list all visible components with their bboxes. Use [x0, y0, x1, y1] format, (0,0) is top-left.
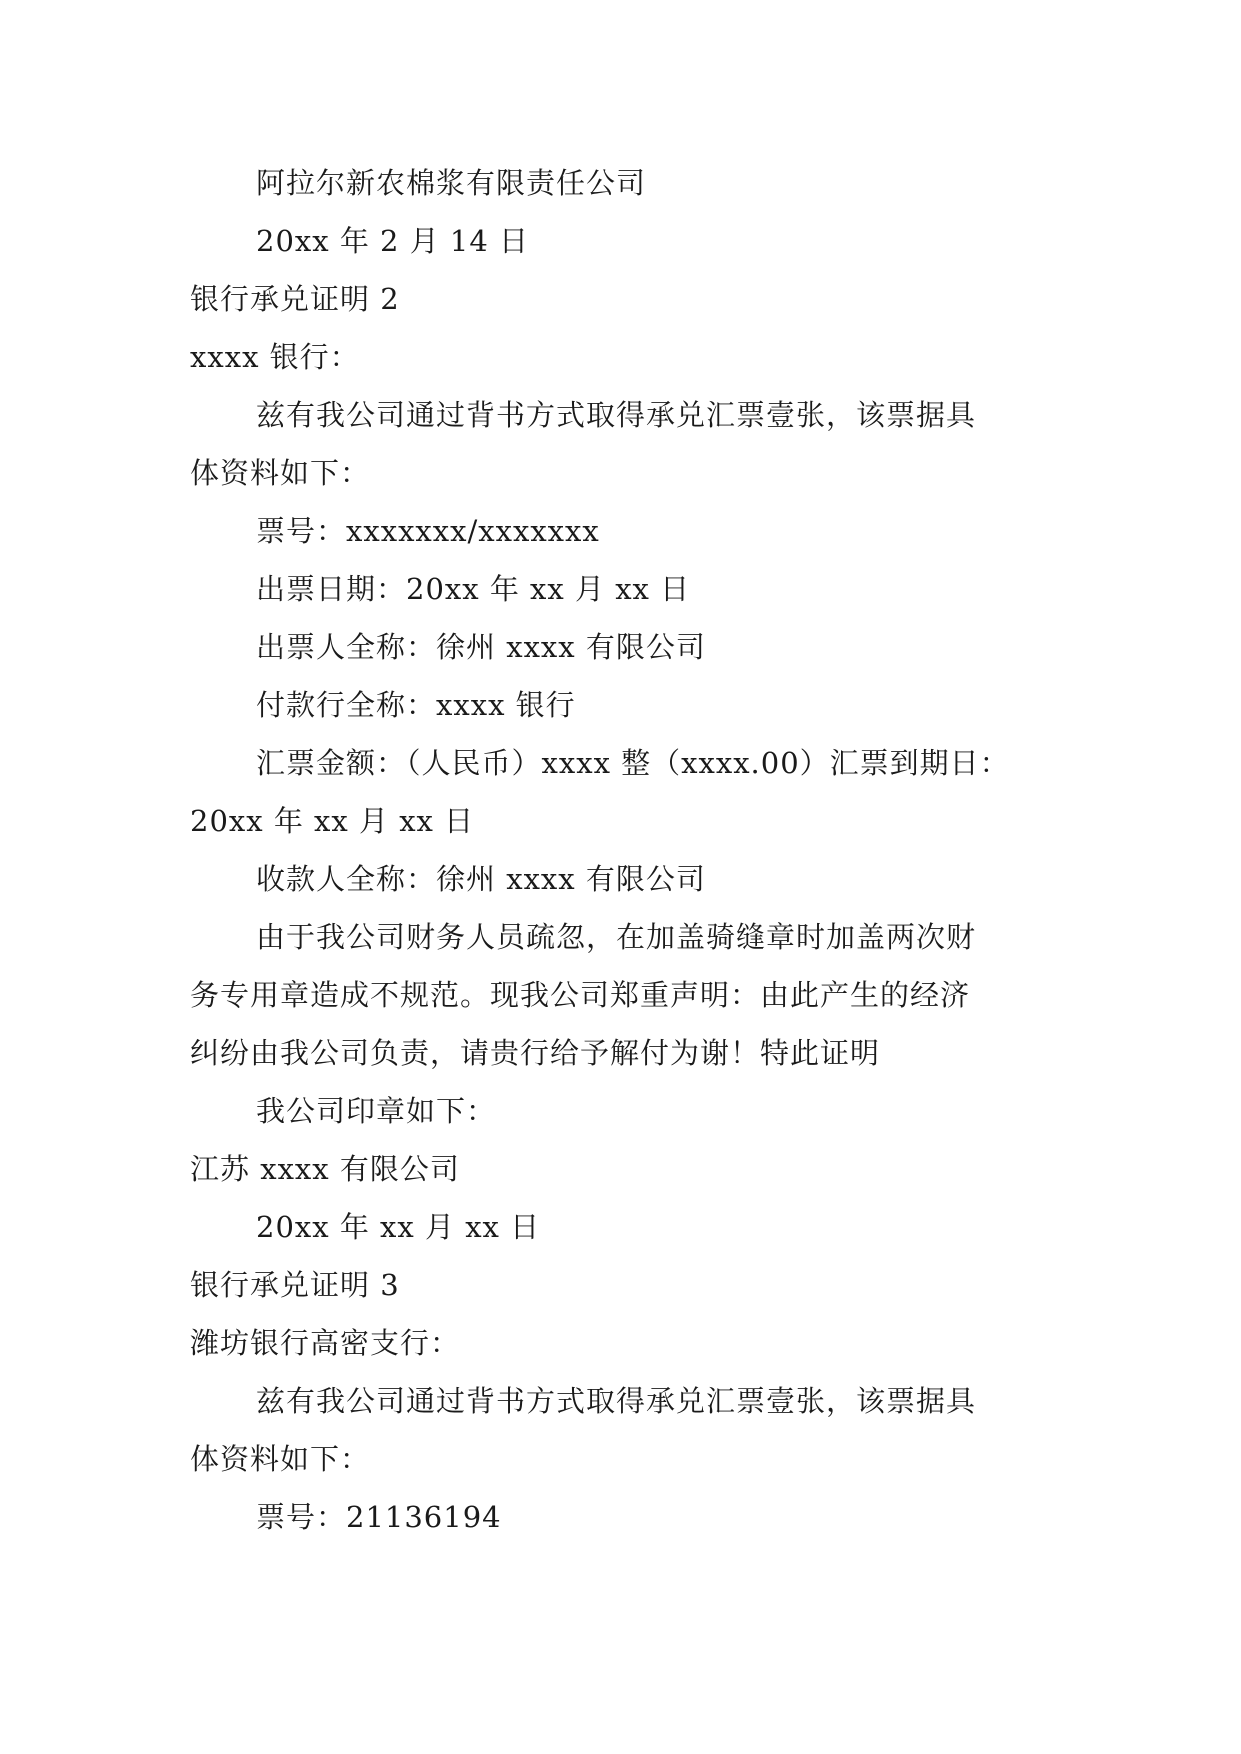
addressee-line: 潍坊银行高密支行：: [190, 1326, 461, 1360]
seal-intro-line: 我公司印章如下：: [256, 1094, 497, 1128]
paying-bank-line: 付款行全称：xxxx 银行: [256, 688, 576, 722]
due-date-line: 20xx 年 xx 月 xx 日: [190, 804, 475, 838]
ticket-number-line: 票号：21136194: [256, 1500, 502, 1534]
statement-paragraph-line: 纠纷由我公司负责，请贵行给予解付为谢！特此证明: [190, 1036, 881, 1070]
amount-line: 汇票金额：（人民币）xxxx 整（xxxx.00）汇票到期日：: [256, 746, 1010, 780]
drawer-name-line: 出票人全称：徐州 xxxx 有限公司: [256, 630, 706, 664]
body-paragraph-line: 体资料如下：: [190, 456, 371, 490]
date-line: 20xx 年 2 月 14 日: [256, 224, 530, 258]
section-title-3: 银行承兑证明 3: [190, 1268, 400, 1302]
body-paragraph-line: 兹有我公司通过背书方式取得承兑汇票壹张，该票据具: [256, 398, 977, 432]
section-title-2: 银行承兑证明 2: [190, 282, 400, 316]
body-paragraph-line: 兹有我公司通过背书方式取得承兑汇票壹张，该票据具: [256, 1384, 977, 1418]
company-name-line: 阿拉尔新农棉浆有限责任公司: [256, 166, 647, 200]
signature-date-line: 20xx 年 xx 月 xx 日: [256, 1210, 541, 1244]
addressee-line: xxxx 银行：: [190, 340, 360, 374]
signatory-company-line: 江苏 xxxx 有限公司: [190, 1152, 460, 1186]
statement-paragraph-line: 由于我公司财务人员疏忽，在加盖骑缝章时加盖两次财: [256, 920, 977, 954]
payee-name-line: 收款人全称：徐州 xxxx 有限公司: [256, 862, 706, 896]
ticket-number-line: 票号：xxxxxxx/xxxxxxx: [256, 514, 600, 548]
issue-date-line: 出票日期：20xx 年 xx 月 xx 日: [256, 572, 691, 606]
body-paragraph-line: 体资料如下：: [190, 1442, 371, 1476]
statement-paragraph-line: 务专用章造成不规范。现我公司郑重声明：由此产生的经济: [190, 978, 971, 1012]
